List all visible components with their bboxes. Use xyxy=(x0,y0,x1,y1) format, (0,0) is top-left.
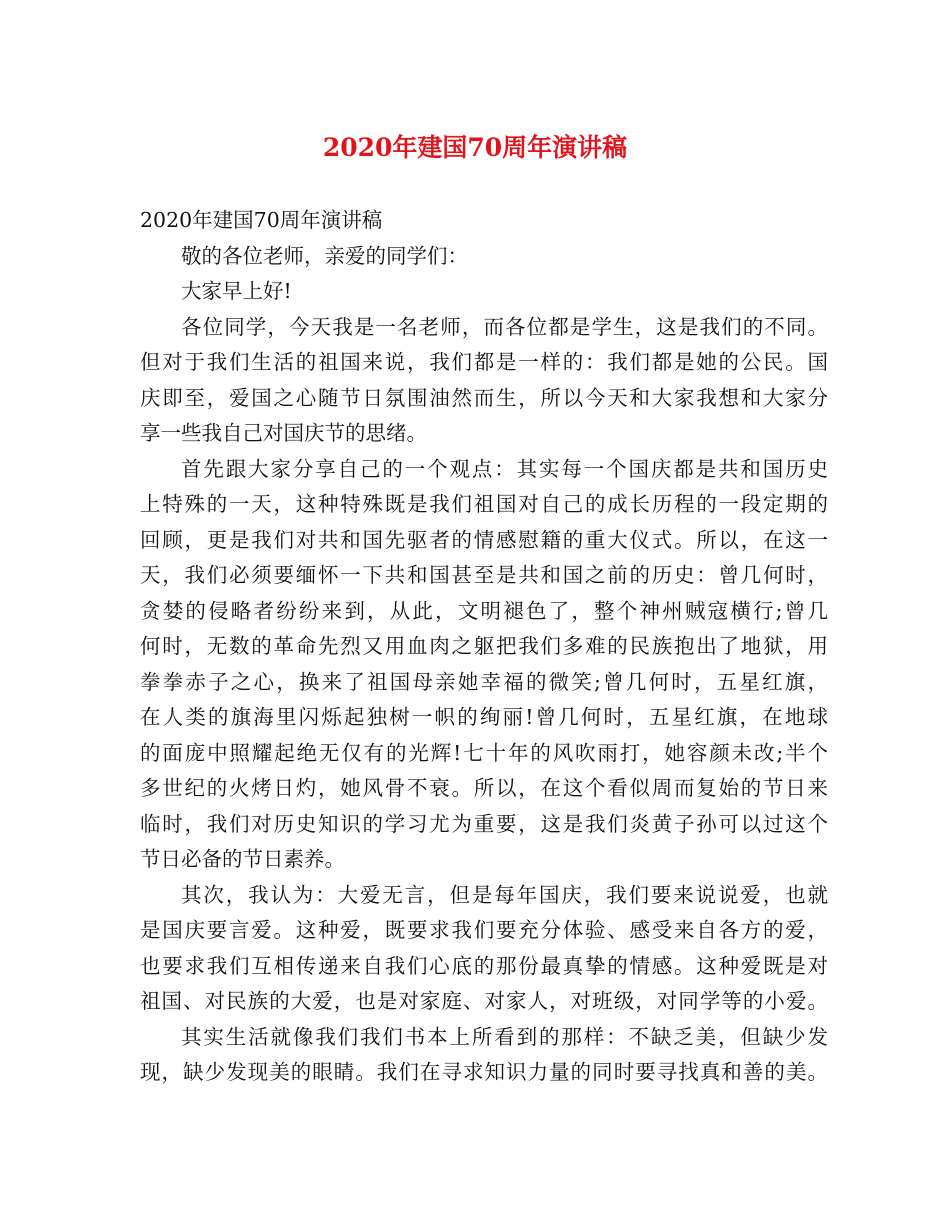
body-line: 各位同学，今天我是一名老师，而各位都是学生，这是我们的不同。 xyxy=(181,314,828,339)
body-line: 但对于我们生活的祖国来说，我们都是一样的：我们都是她的公民。国 xyxy=(140,350,828,374)
body-line: 在人类的旗海里闪烁起独树一帜的绚丽!曾几何时，五星红旗，在地球 xyxy=(140,705,828,729)
body-line: 也要求我们互相传递来自我们心底的那份最真挚的情感。这种爱既是对 xyxy=(140,953,828,978)
body-line: 回顾，更是我们对共和国先驱者的情感慰籍的重大仪式。所以，在这一 xyxy=(140,527,828,552)
body-line: 首先跟大家分享自己的一个观点：其实每一个国庆都是共和国历史 xyxy=(181,456,828,481)
body-line: 现，缺少发现美的眼睛。我们在寻求知识力量的同时要寻找真和善的美。 xyxy=(140,1060,828,1084)
body-line: 其实生活就像我们我们书本上所看到的那样：不缺乏美，但缺少发 xyxy=(181,1024,828,1049)
body-line: 天，我们必须要缅怀一下共和国甚至是共和国之前的历史：曾几何时， xyxy=(140,563,828,587)
body-line: 多世纪的火烤日灼，她风骨不衰。所以，在这个看似周而复始的节日来 xyxy=(140,776,828,800)
document-body xyxy=(140,203,828,1091)
body-line-salutation: 敬的各位老师，亲爱的同学们： xyxy=(181,243,468,268)
body-line: 祖国、对民族的大爱，也是对家庭、对家人，对班级，对同学等的小爱。 xyxy=(140,989,828,1013)
body-line: 上特殊的一天，这种特殊既是我们祖国对自己的成长历程的一段定期的 xyxy=(140,492,828,516)
body-line: 其次，我认为：大爱无言，但是每年国庆，我们要来说说爱，也就 xyxy=(181,882,828,907)
body-line: 临时，我们对历史知识的学习尤为重要，这是我们炎黄子孙可以过这个 xyxy=(140,811,828,836)
body-line: 庆即至，爱国之心随节日氛围油然而生，所以今天和大家我想和大家分 xyxy=(140,385,828,410)
body-line: 享一些我自己对国庆节的思绪。 xyxy=(140,421,427,445)
body-line-subtitle: 2020年建国70周年演讲稿 xyxy=(140,208,383,232)
body-line: 节日必备的节日素养。 xyxy=(140,847,345,871)
body-line: 是国庆要言爱。这种爱，既要求我们要充分体验、感受来自各方的爱， xyxy=(140,918,828,942)
body-line: 何时，无数的革命先烈又用血肉之躯把我们多难的民族抱出了地狱，用 xyxy=(140,634,828,658)
body-line: 拳拳赤子之心，换来了祖国母亲她幸福的微笑;曾几何时，五星红旗， xyxy=(140,669,828,694)
body-line: 的面庞中照耀起绝无仅有的光辉!七十年的风吹雨打，她容颜未改;半个 xyxy=(140,740,828,765)
document-title: 2020年建国70周年演讲稿 xyxy=(322,133,628,162)
body-line: 贪婪的侵略者纷纷来到，从此，文明褪色了，整个神州贼寇横行;曾几 xyxy=(140,598,828,623)
body-line-greeting: 大家早上好! xyxy=(181,279,292,303)
